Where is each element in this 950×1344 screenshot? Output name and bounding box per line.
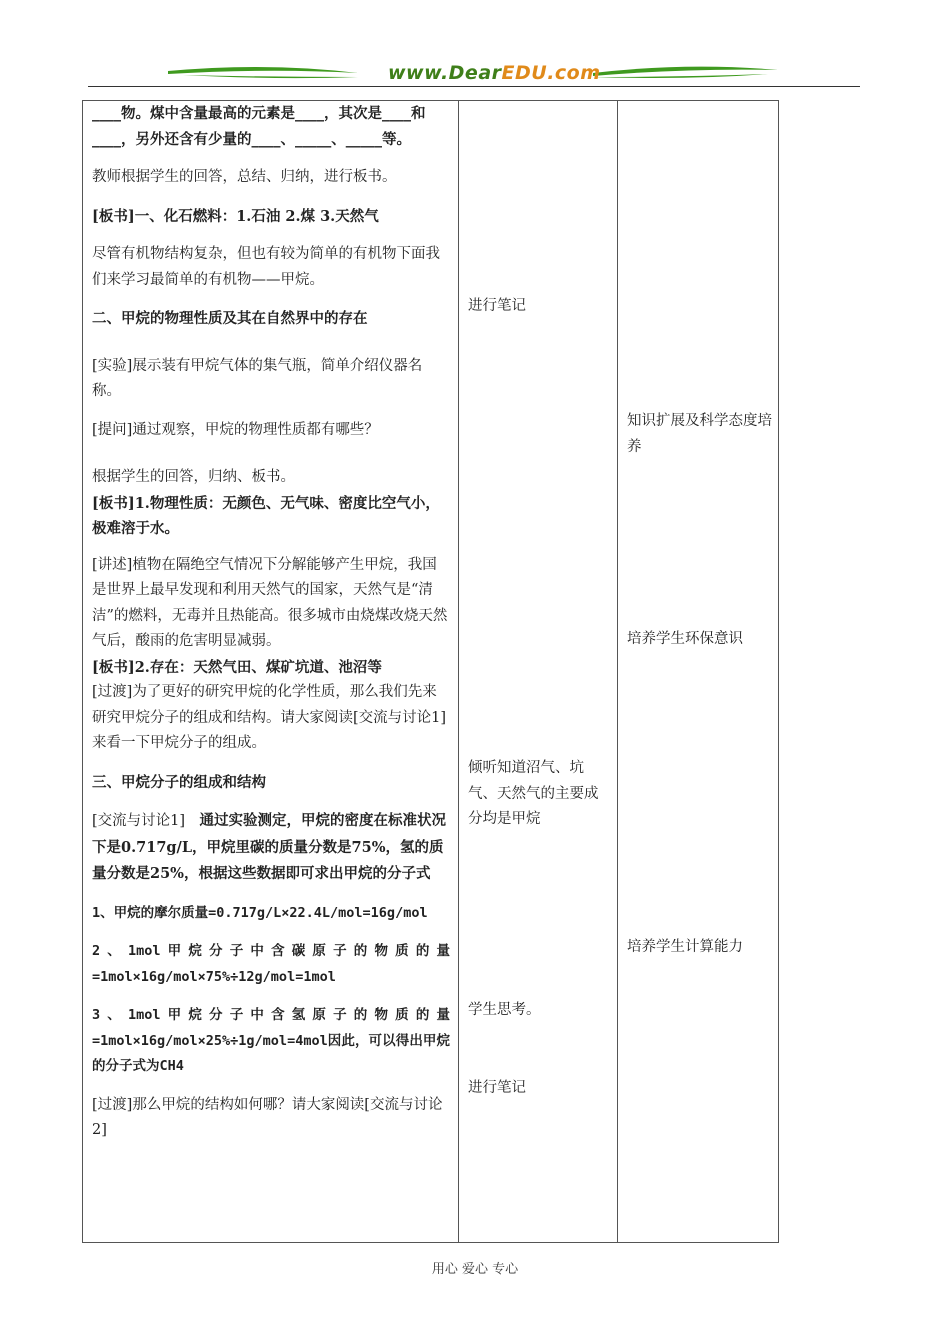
discussion-one-text: [交流与讨论1] 通过实验测定，甲烷的密度在标准状况下是0.717g/L，甲烷里碳的质量分数是75%，氢的质量分数是25%，根据这些数据即可求出甲烷的分子式 (92, 812, 447, 882)
transition-text-2: [过渡]那么甲烷的结构如何哪？请大家阅读[交流与讨论2] (92, 1096, 443, 1138)
fill-blank-text: ____物。煤中含量最高的元素是____，其次是____和____，另外还含有少量的____、_____、_____等。 (92, 105, 426, 148)
intent-note-1: 知识扩展及科学态度培养 (627, 413, 772, 455)
lesson-table (82, 100, 779, 1243)
student-activity-column (459, 101, 618, 1243)
design-intent-column (618, 101, 779, 1243)
intent-note-2: 培养学生环保意识 (627, 631, 743, 647)
intent-note-3: 培养学生计算能力 (627, 939, 743, 955)
board-note-fuels: [板书]一、化石燃料：1.石油 2.煤 3.天然气 (92, 207, 379, 225)
teacher-activity-column (83, 101, 459, 1243)
step-three-text: 3、1mol甲烷分子中含氢原子的物质的量=1mol×16g/mol×25%÷1g/mol=4mol因此，可以得出甲烷的分子式为CH4 (92, 1007, 450, 1074)
page-header (88, 58, 860, 92)
summarize-text: 根据学生的回答，归纳、板书。 (92, 469, 295, 485)
section-two-heading: 二、甲烷的物理性质及其在自然界中的存在 (92, 310, 368, 327)
student-note-1: 进行笔记 (468, 298, 526, 314)
student-note-3: 学生思考。 (468, 1002, 541, 1018)
step-two-text: 2、1mol甲烷分子中含碳原子的物质的量=1mol×16g/mol×75%÷12g/mol=1mol (92, 943, 450, 985)
site-logo[interactable]: www.DearEDU.com (388, 62, 601, 84)
step-one-text: 1、甲烷的摩尔质量=0.717g/L×22.4L/mol=16g/mol (92, 904, 428, 921)
question-text: [提问]通过观察，甲烷的物理性质都有哪些？ (92, 421, 379, 438)
lecture-text: [讲述]植物在隔绝空气情况下分解能够产生甲烷，我国是世界上最早发现和利用天然气的国家，天然气是“清洁”的燃料，无毒并且热能高。很多城市由烧煤改烧天然气后，酸雨的危害明显减弱。 (92, 556, 448, 649)
summary-text: 教师根据学生的回答，总结、归纳，进行板书。 (92, 169, 397, 185)
board-note-physical: [板书]1.物理性质：无颜色、无气味、密度比空气小，极难溶于水。 (92, 494, 440, 537)
board-note-existence: [板书]2.存在：天然气田、煤矿坑道、池沼等 (92, 658, 382, 676)
intro-methane-text: 尽管有机物结构复杂，但也有较为简单的有机物下面我们来学习最简单的有机物——甲烷。 (92, 246, 440, 288)
section-three-heading: 三、甲烷分子的组成和结构 (92, 773, 266, 791)
student-note-2: 倾听知道沼气、坑气、天然气的主要成分均是甲烷 (468, 760, 599, 827)
experiment-text: [实验]展示装有甲烷气体的集气瓶，简单介绍仪器名称。 (92, 357, 423, 399)
student-note-4: 进行笔记 (468, 1080, 526, 1096)
page-footer: 用心 爱心 专心 (431, 1262, 519, 1277)
transition-text-1: [过渡]为了更好的研究甲烷的化学性质，那么我们先来研究甲烷分子的组成和结构。请大家阅读[交流与讨论1]来看一下甲烷分子的组成。 (92, 684, 447, 751)
